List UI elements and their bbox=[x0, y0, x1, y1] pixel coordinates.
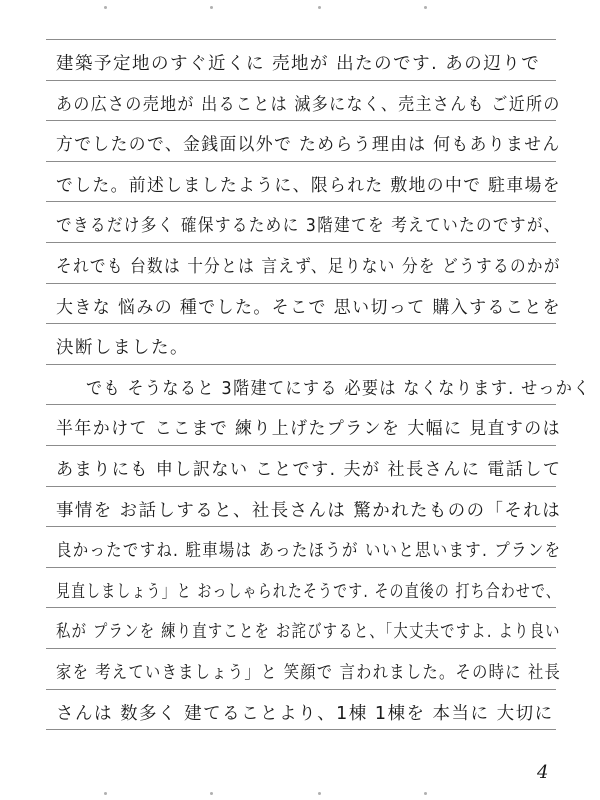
manuscript-line: 見直しましょう」と おっしゃられたそうです. その直後の 打ち合わせで、 bbox=[56, 582, 561, 602]
manuscript-line: でした。前述しましたように、限られた 敷地の中で 駐車場を bbox=[56, 176, 561, 196]
ruled-line bbox=[46, 120, 556, 121]
manuscript-line: 家を 考えていきましょう」と 笑顔で 言われました。その時に 社長 bbox=[56, 663, 562, 683]
manuscript-line: できるだけ多く 確保するために 3階建てを 考えていたのですが、 bbox=[56, 216, 561, 236]
binding-hole-mark bbox=[424, 6, 427, 9]
manuscript-line: 私が プランを 練り直すことを お詫びすると、「大丈夫ですよ. より良い bbox=[56, 622, 561, 642]
manuscript-line: 半年かけて ここまで 練り上げたプランを 大幅に 見直すのは bbox=[56, 419, 562, 439]
ruled-line bbox=[46, 364, 556, 365]
binding-hole-mark bbox=[210, 6, 213, 9]
manuscript-line: あの広さの売地が 出ることは 滅多になく、売主さんも ご近所の bbox=[56, 95, 561, 115]
ruled-line bbox=[46, 201, 556, 202]
ruled-line bbox=[46, 526, 556, 527]
manuscript-line: 良かったですね. 駐車場は あったほうが いいと思います. プランを bbox=[56, 541, 562, 561]
manuscript-line: 事情を お話しすると、社長さんは 驚かれたものの「それは bbox=[56, 501, 562, 521]
manuscript-line: それでも 台数は 十分とは 言えず、足りない 分を どうするのかが bbox=[56, 257, 561, 277]
binding-hole-mark bbox=[318, 792, 321, 795]
manuscript-line: あまりにも 申し訳ない ことです. 夫が 社長さんに 電話して bbox=[56, 460, 562, 480]
binding-hole-mark bbox=[318, 6, 321, 9]
ruled-line bbox=[46, 80, 556, 81]
manuscript-line: 建築予定地のすぐ近くに 売地が 出たのです. あの辺りで bbox=[56, 54, 541, 74]
ruled-line bbox=[46, 607, 556, 608]
page-number: 4 bbox=[537, 762, 549, 783]
manuscript-line: 大きな 悩みの 種でした。そこで 思い切って 購入することを bbox=[56, 298, 562, 318]
ruled-line bbox=[46, 729, 556, 730]
binding-hole-mark bbox=[104, 792, 107, 795]
ruled-line bbox=[46, 445, 556, 446]
ruled-line bbox=[46, 648, 556, 649]
manuscript-line: 方でしたので、金銭面以外で ためらう理由は 何もありません bbox=[56, 135, 561, 155]
binding-hole-mark bbox=[424, 792, 427, 795]
ruled-line bbox=[46, 161, 556, 162]
ruled-line bbox=[46, 689, 556, 690]
ruled-line bbox=[46, 242, 556, 243]
ruled-line bbox=[46, 567, 556, 568]
binding-hole-mark bbox=[104, 6, 107, 9]
manuscript-line: 決断しました。 bbox=[56, 338, 189, 358]
ruled-line bbox=[46, 404, 556, 405]
ruled-line bbox=[46, 283, 556, 284]
manuscript-line: でも そうなると 3階建てにする 必要は なくなります. せっかく bbox=[86, 379, 591, 399]
ruled-line bbox=[46, 486, 556, 487]
binding-hole-mark bbox=[210, 792, 213, 795]
ruled-line bbox=[46, 323, 556, 324]
manuscript-line: さんは 数多く 建てることより、1棟 1棟を 本当に 大切に bbox=[56, 704, 554, 724]
ruled-line bbox=[46, 39, 556, 40]
